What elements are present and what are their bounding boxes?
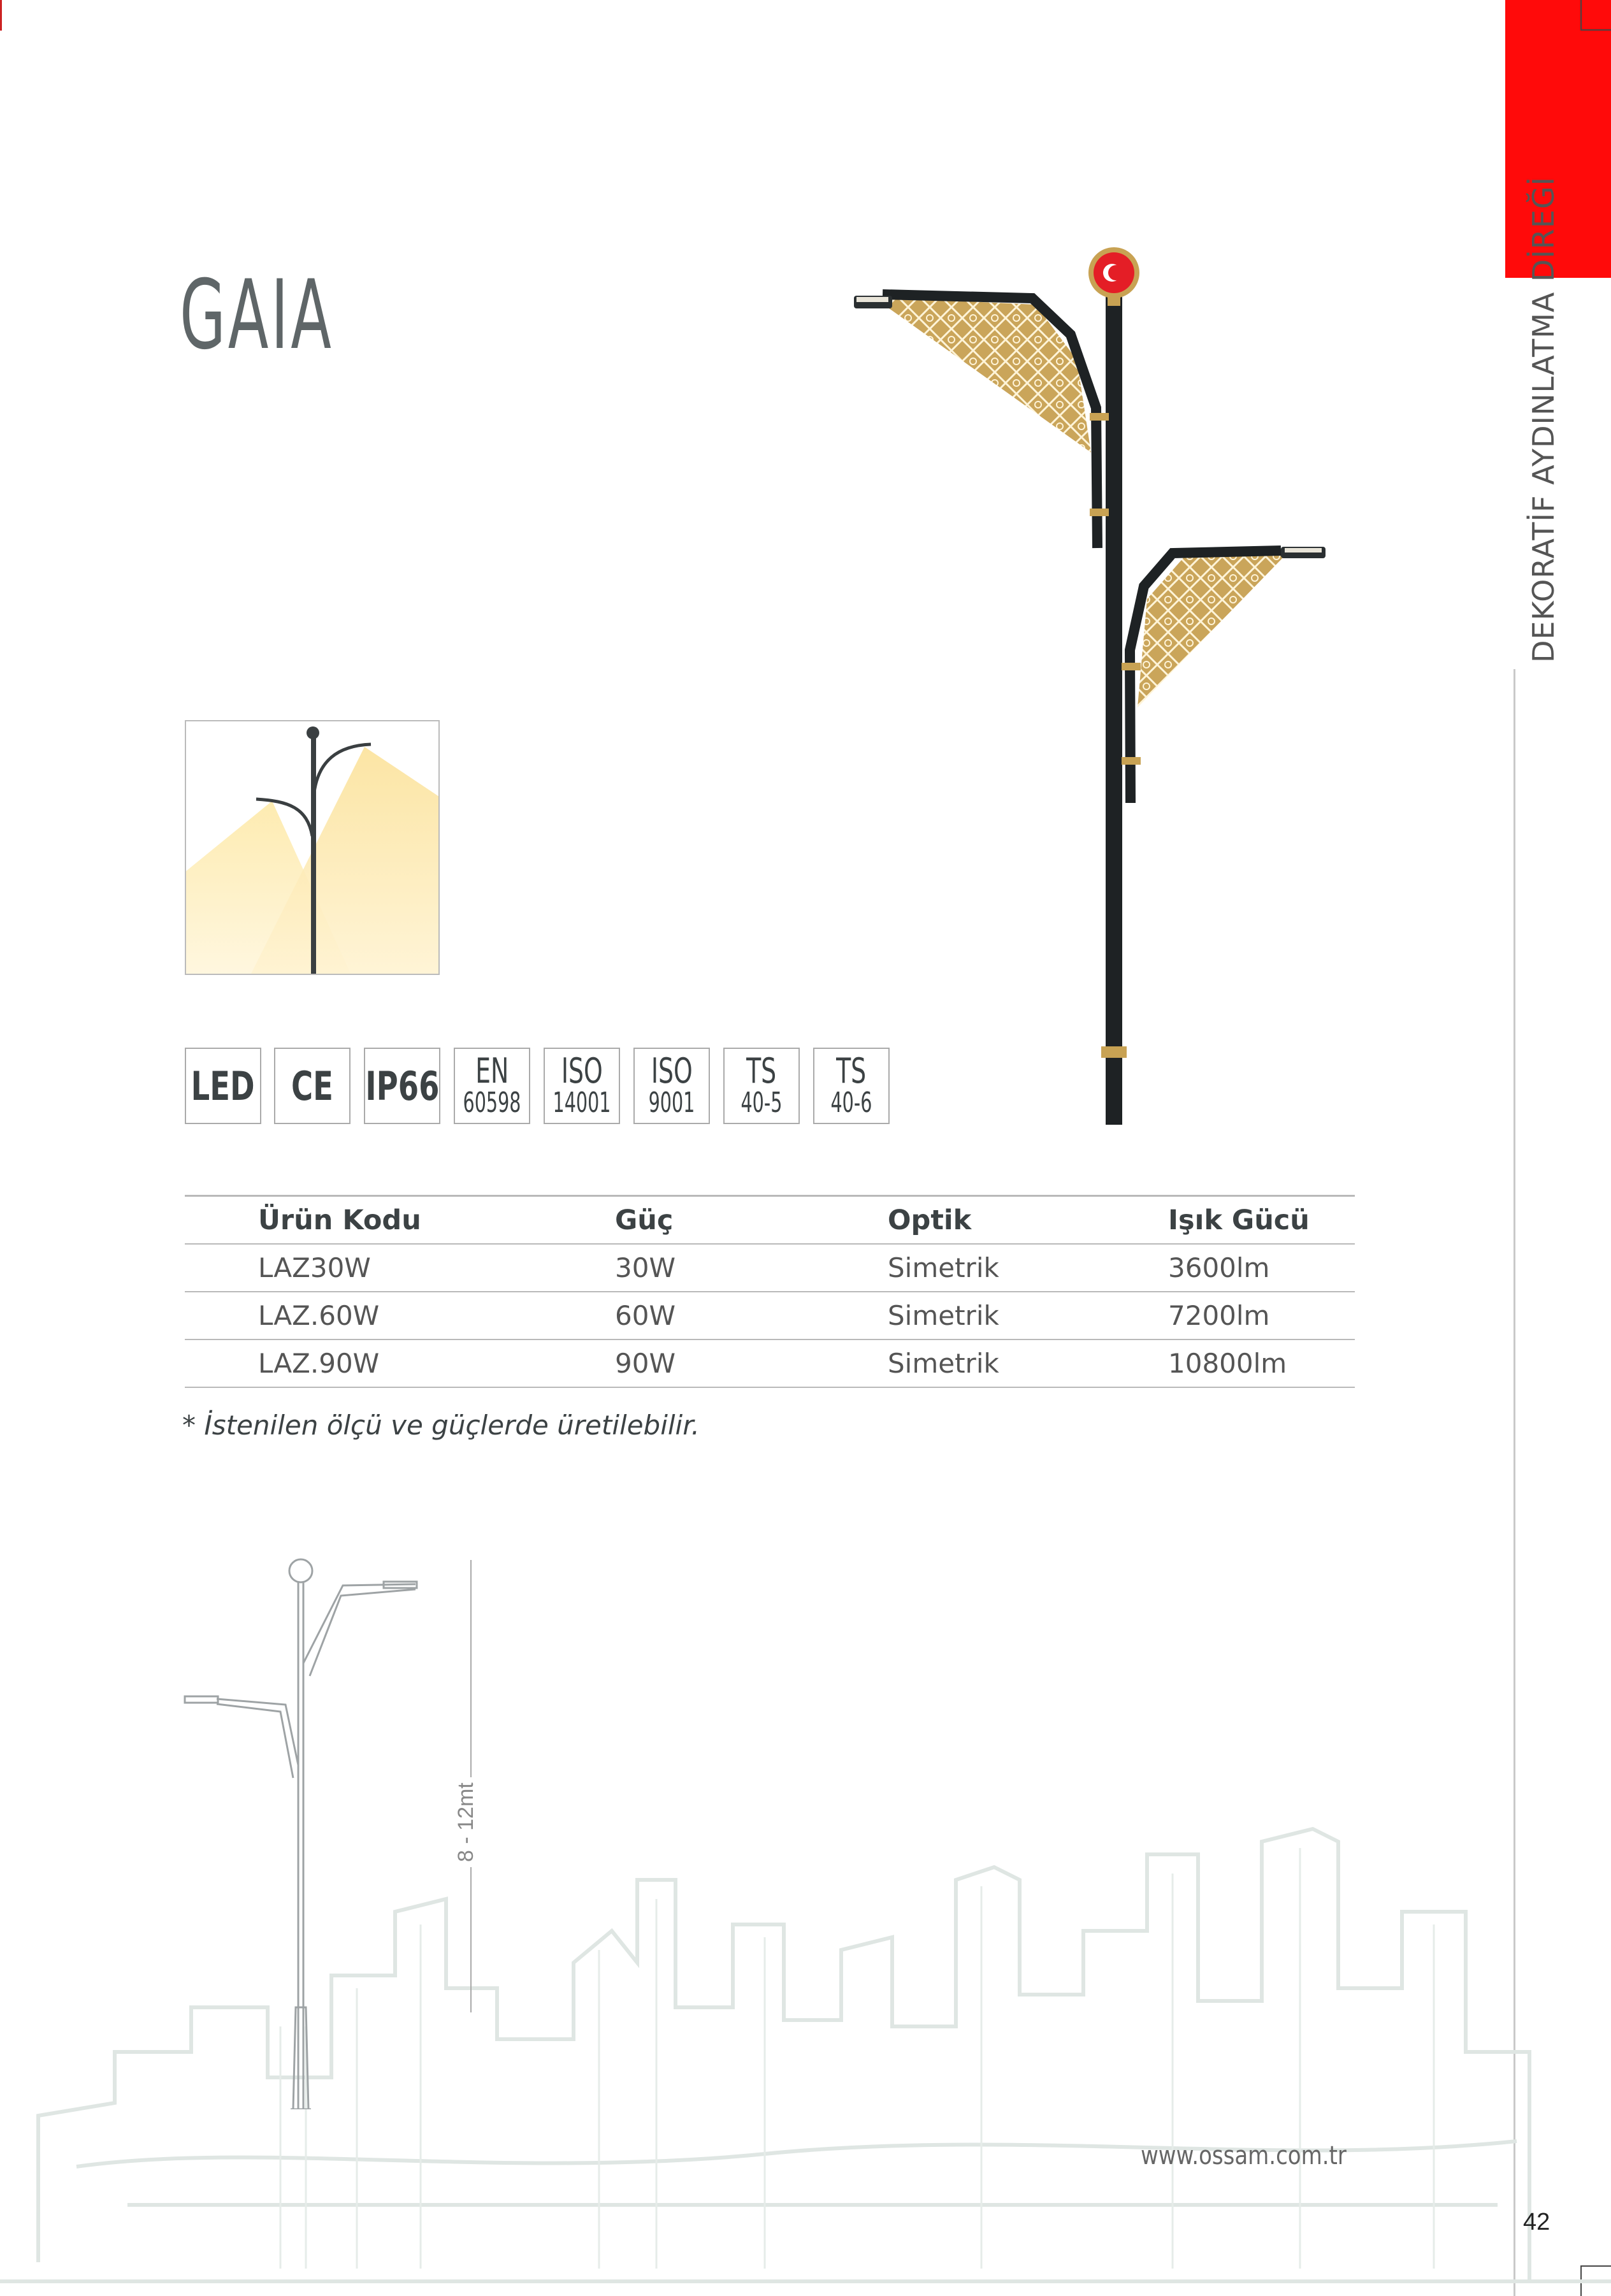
- crop-mark-top: [1580, 0, 1611, 31]
- header-lumen: Işık Gücü: [1168, 1204, 1310, 1236]
- table-header-row: [185, 1196, 1355, 1245]
- product-title: GAIA: [180, 260, 334, 371]
- technical-drawing: [178, 1549, 433, 2109]
- led-badge: LED: [185, 1048, 261, 1124]
- header-power: Güç: [615, 1204, 674, 1236]
- header-product-code: Ürün Kodu: [258, 1204, 421, 1236]
- iso-9001-badge: ISO 9001: [633, 1048, 710, 1124]
- light-beam-icon: [186, 721, 440, 975]
- cell-optics: Simetrik: [888, 1348, 999, 1379]
- category-label: DEKORATİF AYDINLATMA DİREĞİ: [1526, 176, 1561, 663]
- cell-product-code: LAZ.60W: [258, 1300, 380, 1331]
- cell-power: 30W: [615, 1252, 675, 1283]
- ce-badge: CE: [274, 1048, 350, 1124]
- table-row: [185, 1339, 1355, 1387]
- table-row: [185, 1244, 1355, 1292]
- light-distribution-diagram: [185, 720, 440, 975]
- cell-product-code: LAZ30W: [258, 1252, 371, 1283]
- height-dimension-label: 8 - 12mt: [454, 1777, 479, 1867]
- cell-lumen: 3600lm: [1168, 1252, 1270, 1283]
- cell-power: 90W: [615, 1348, 675, 1379]
- cell-product-code: LAZ.90W: [258, 1348, 380, 1379]
- iso-14001-badge: ISO 14001: [544, 1048, 620, 1124]
- ip66-badge: IP66: [364, 1048, 440, 1124]
- cell-lumen: 7200lm: [1168, 1300, 1270, 1331]
- cell-lumen: 10800lm: [1168, 1348, 1287, 1379]
- cell-power: 60W: [615, 1300, 675, 1331]
- ts-40-6-badge: TS 40-6: [813, 1048, 890, 1124]
- cell-optics: Simetrik: [888, 1252, 999, 1283]
- cell-optics: Simetrik: [888, 1300, 999, 1331]
- table-row: [185, 1292, 1355, 1339]
- website-link[interactable]: www.ossam.com.tr: [1141, 2141, 1347, 2170]
- spec-table: [185, 1195, 1355, 1388]
- ts-40-5-badge: TS 40-5: [723, 1048, 800, 1124]
- page-number: 42: [1523, 2209, 1550, 2235]
- product-pole-illustration: [854, 242, 1376, 1134]
- footnote: * İstenilen ölçü ve güçlerde üretilebilir.: [182, 1410, 700, 1441]
- crop-mark: [0, 0, 2, 31]
- lower-decor-panel: [1138, 553, 1287, 707]
- header-optics: Optik: [888, 1204, 972, 1236]
- en-60598-badge: EN 60598: [454, 1048, 530, 1124]
